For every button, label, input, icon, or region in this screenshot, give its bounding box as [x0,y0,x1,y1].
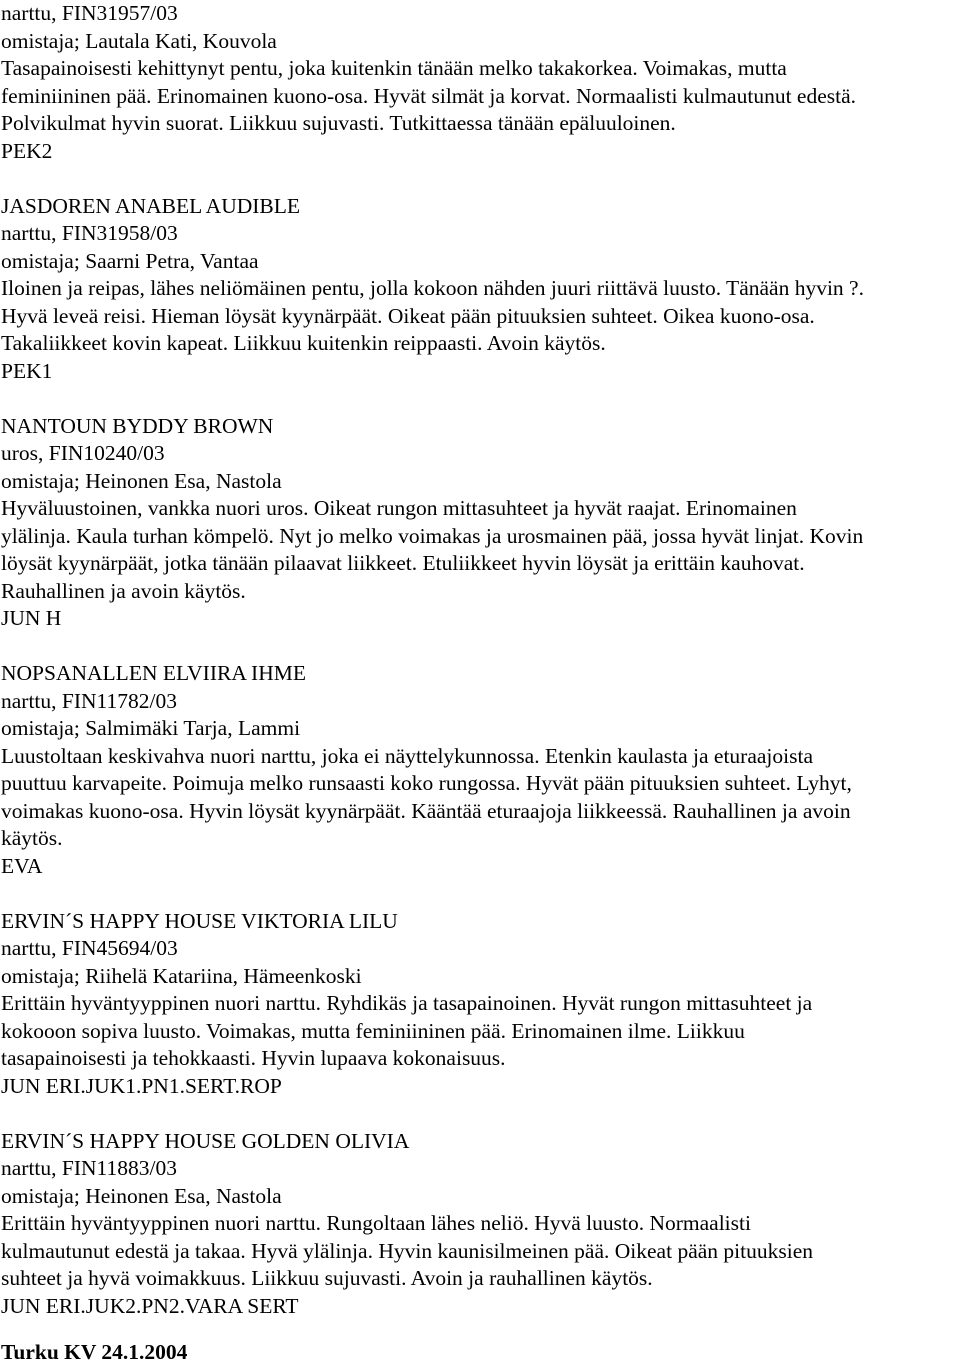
entry-dog-name: ERVIN´S HAPPY HOUSE VIKTORIA LILU [1,908,398,933]
entry-critique-line: ylälinja. Kaula turhan kömpelö. Nyt jo melko voimakas ja urosmainen pää, jossa hyvät linjat. Kovin [1,523,864,548]
entry-result: JUN ERI.JUK1.PN1.SERT.ROP [1,1073,282,1098]
spacer [1,880,864,908]
entry-jasdoren-anabel-audible [1,193,864,386]
entry-owner: omistaja; Riihelä Katariina, Hämeenkoski [1,963,362,988]
entry-critique-line: Erittäin hyväntyyppinen nuori narttu. Ryhdikäs ja tasapainoinen. Hyvät rungon mittasuhteet ja [1,991,813,1015]
entry-nopsanallen-elviira-ihme [1,660,864,880]
entry-owner: omistaja; Heinonen Esa, Nastola [1,468,282,493]
entry-critique-line: löysät kyynärpäät, jotka tänään pilaavat liikkeet. Etuliikkeet hyvin löysät ja erittäin kauhovat. [1,551,805,575]
entry-owner: omistaja; Saarni Petra, Vantaa [1,248,259,273]
entry-owner: omistaja; Lautala Kati, Kouvola [1,28,277,53]
entry-critique-line: Tasapainoisesti kehittynyt pentu, joka kuitenkin tänään melko takakorkea. Voimakas, mutta [1,56,787,80]
entry-critique-line: kokooon sopiva luusto. Voimakas, mutta feminiininen pää. Erinomainen ilme. Liikkuu [1,1018,745,1043]
entry-nantoun-byddy-brown [1,413,864,633]
entry-critique-line: suhteet ja hyvä voimakkuus. Liikkuu sujuvasti. Avoin ja rauhallinen käytös. [1,1266,653,1290]
entry-critique-line: käytös. [1,826,63,850]
show-title: Turku KV 24.1.2004 [1,1340,188,1364]
entry-registration: narttu, FIN31958/03 [1,221,178,245]
entry-critique-line: feminiininen pää. Erinomainen kuono-osa. Hyvät silmät ja korvat. Normaalisti kulmautunut edestä. [1,83,857,108]
entry-critique-line: Rauhallinen ja avoin käytös. [1,578,246,603]
entry-owner: omistaja; Salmimäki Tarja, Lammi [1,716,301,740]
entry-dog-name: NOPSANALLEN ELVIIRA IHME [1,661,306,685]
entry-critique-line: kulmautunut edestä ja takaa. Hyvä ylälinja. Hyvin kaunisilmeinen pää. Oikeat pään pituuksien [1,1238,813,1263]
entry-critique-line: Hyvä leveä reisi. Hieman löysät kyynärpäät. Oikeat pään pituuksien suhteet. Oikea kuono-osa. [1,303,815,328]
spacer [1,385,864,413]
entry-dog-name: JASDOREN ANABEL AUDIBLE [1,193,301,218]
entry-critique-line: Polvikulmat hyvin suorat. Liikkuu sujuvasti. Tutkittaessa tänään epäluuloinen. [1,111,676,135]
entry-registration: narttu, FIN11883/03 [1,1156,177,1180]
entry-ervins-happy-house-viktoria-lilu [1,908,864,1101]
entry-result: JUN H [1,606,62,630]
spacer [1,633,864,661]
entry-registration: uros, FIN10240/03 [1,441,165,465]
entry-critique-line: puuttuu karvapeite. Poimuja melko runsaasti koko rungossa. Hyvät pään pituuksien suhteet. Lyhyt, [1,771,852,795]
spacer [1,1100,864,1128]
entry-critique-line: Takaliikkeet kovin kapeat. Liikkuu kuitenkin reippaasti. Avoin käytös. [1,331,606,355]
entry-result: PEK1 [1,358,53,383]
entry-dog-name: NANTOUN BYDDY BROWN [1,413,274,438]
entry-ervins-happy-house-golden-olivia [1,1128,864,1321]
entry-critique-line: Hyväluustoinen, vankka nuori uros. Oikeat rungon mittasuhteet ja hyvät raajat. Erinomainen [1,496,797,520]
entry-owner: omistaja; Heinonen Esa, Nastola [1,1183,282,1208]
entry-critique-line: Luustoltaan keskivahva nuori narttu, joka ei näyttelykunnossa. Etenkin kaulasta ja eturaajoista [1,743,813,768]
document-body [1,0,864,1320]
entry-previous-tail [1,0,864,165]
entry-dog-name: ERVIN´S HAPPY HOUSE GOLDEN OLIVIA [1,1128,410,1153]
entry-critique-line: voimakas kuono-osa. Hyvin löysät kyynärpäät. Kääntää eturaajoja liikkeessä. Rauhallinen ja avoin [1,798,851,823]
entry-critique-line: Erittäin hyväntyyppinen nuori narttu. Rungoltaan lähes neliö. Hyvä luusto. Normaalisti [1,1211,751,1235]
entry-result: JUN ERI.JUK2.PN2.VARA SERT [1,1293,299,1318]
entry-critique-line: tasapainoisesti ja tehokkaasti. Hyvin lupaava kokonaisuus. [1,1046,506,1070]
entry-result: PEK2 [1,138,53,163]
entry-result: EVA [1,853,43,878]
spacer [1,165,864,193]
entry-critique-line: Iloinen ja reipas, lähes neliömäinen pentu, jolla kokoon nähden juuri riittävä luusto. Tänään hyvin ?. [1,276,864,300]
entry-registration: narttu, FIN31957/03 [1,1,178,25]
entry-registration: narttu, FIN45694/03 [1,936,178,960]
entry-registration: narttu, FIN11782/03 [1,688,177,713]
